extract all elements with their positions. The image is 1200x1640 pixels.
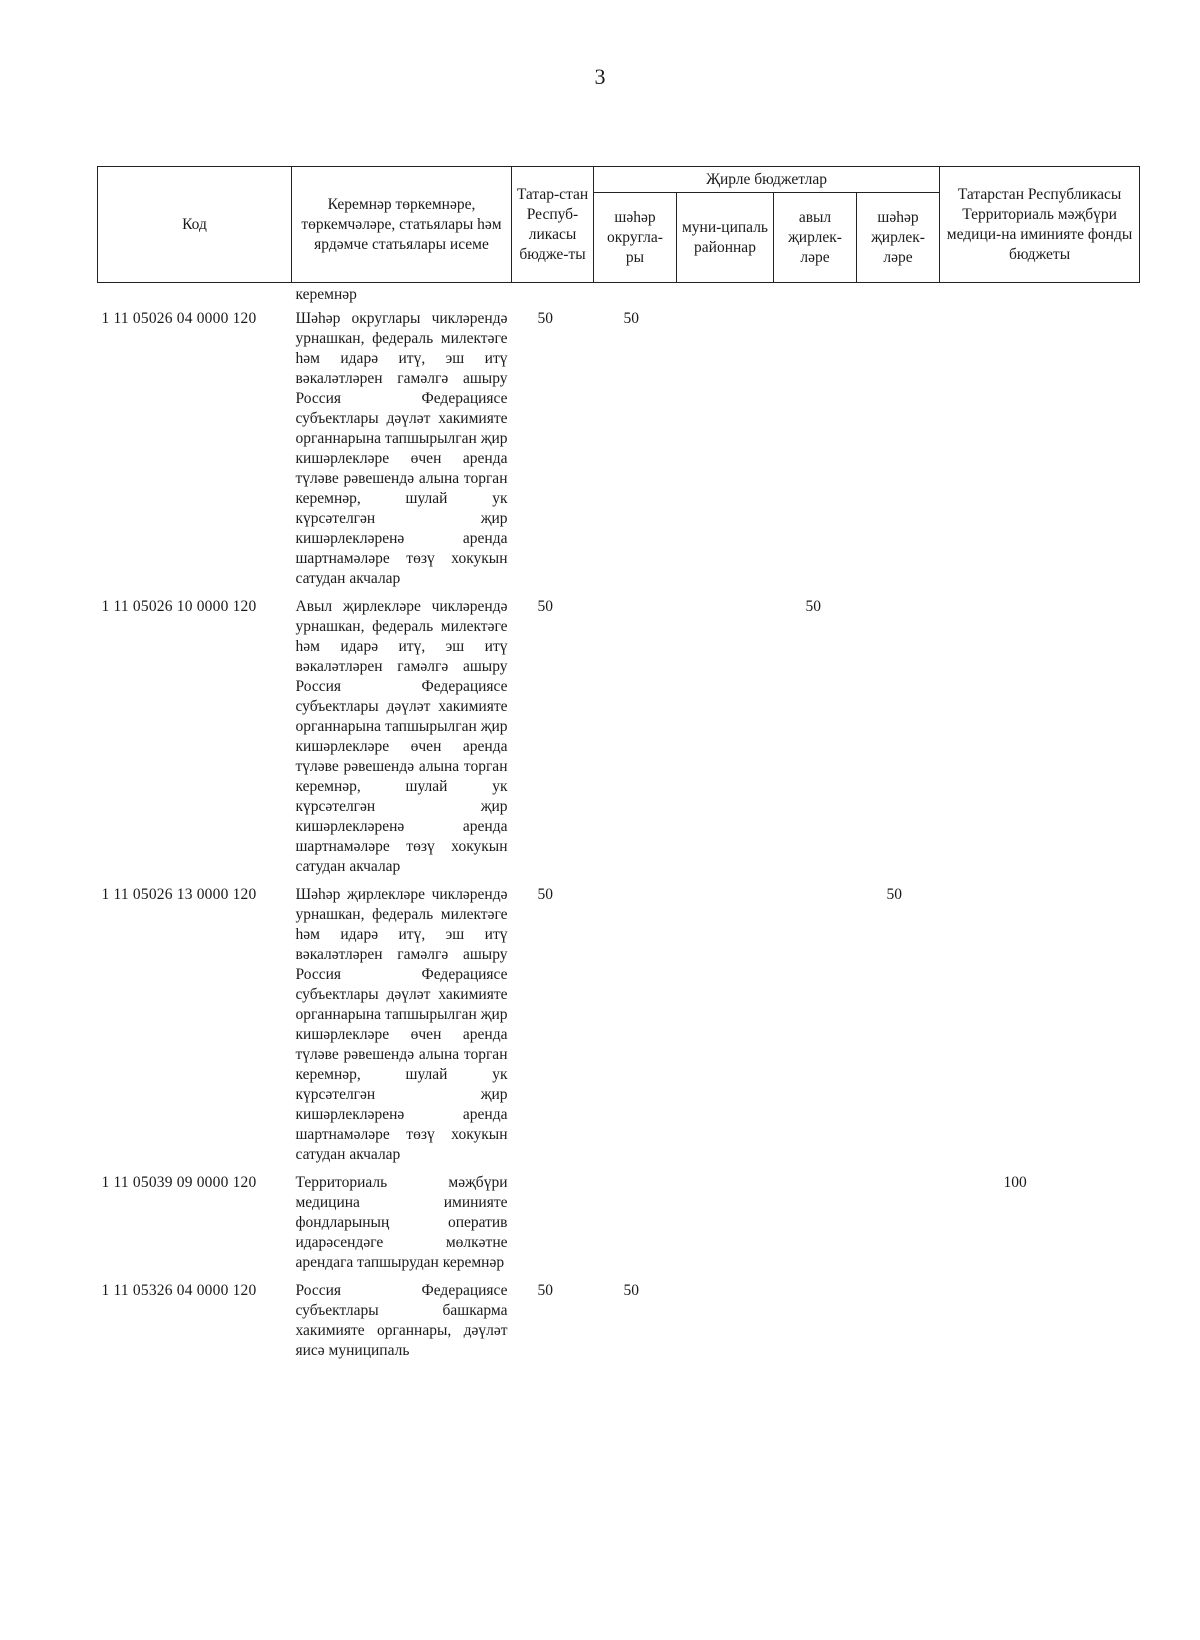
row-code: 1 11 05326 04 0000 120 [101,1282,257,1299]
header-fund-budget: Татарстан Республикасы Территориаль мәҗбүри медици-на иминияте фонды бюджеты [940,167,1140,283]
table-row [98,309,1140,597]
row-rural-share [774,309,857,597]
table-row [98,597,1140,885]
table-row [98,1281,1140,1369]
continuation-text: керемнәр [295,286,357,303]
row-rural-share: 50 [805,598,821,615]
row-city-districts-share [594,1173,677,1281]
row-republic-share: 50 [537,598,553,615]
row-code: 1 11 05039 09 0000 120 [101,1174,257,1191]
row-fund-share: 100 [1003,1174,1027,1191]
row-fund-share [940,309,1140,597]
row-municipal-share [677,597,774,885]
row-code: 1 11 05026 10 0000 120 [101,598,257,615]
row-urban-share [857,309,940,597]
row-code: 1 11 05026 04 0000 120 [101,310,257,327]
row-republic-share: 50 [537,886,553,903]
row-city-districts-share: 50 [623,1282,639,1299]
table-row [98,885,1140,1173]
row-name: Шәһәр округлары чикләрендә урнашкан, федераль милектәге һәм идарә итү, эш итү вәкаләтләрен гамәлгә ашыру Россия Федерациясе субъектлары дәүләт хакимияте органнарына тапшырылган җир кишәрлекләре өчен аренда түләве рәвешендә алына торган керемнәр, шулай ук күрсәтелгән җир кишәрлекләренә аренда шартнамәләре төзү хокукын сатудан акчалар [295,310,508,587]
table-row [98,1173,1140,1281]
row-fund-share [940,885,1140,1173]
row-fund-share [940,597,1140,885]
page-number: 3 [594,64,606,89]
table-row-continuation [98,283,1140,310]
row-urban-share [857,1173,940,1281]
row-municipal-share [677,1281,774,1369]
row-city-districts-share [594,885,677,1173]
row-code: 1 11 05026 13 0000 120 [101,886,257,903]
row-republic-share: 50 [537,1282,553,1299]
header-municipal-districts: муни-ципаль районнар [677,193,774,283]
row-name: Авыл җирлекләре чикләрендә урнашкан, федераль милектәге һәм идарә итү, эш итү вәкаләтләрен гамәлгә ашыру Россия Федерациясе субъектлары дәүләт хакимияте органнарына тапшырылган җир кишәрлекләре өчен аренда түләве рәвешендә алына торган керемнәр, шулай ук күрсәтелгән җир кишәрлекләренә аренда шартнамәләре төзү хокукын сатудан акчалар [295,598,508,875]
row-name: Шәһәр җирлекләре чикләрендә урнашкан, федераль милектәге һәм идарә итү, эш итү вәкаләтләрен гамәлгә ашыру Россия Федерациясе субъектлары дәүләт хакимияте органнарына тапшырылган җир кишәрлекләре өчен аренда түләве рәвешендә алына торган керемнәр, шулай ук күрсәтелгән җир кишәрлекләренә аренда шартнамәләре төзү хокукын сатудан акчалар [295,886,508,1163]
header-republic-budget: Татар-стан Респуб-ликасы бюдже-ты [512,167,594,283]
row-fund-share [940,1281,1140,1369]
row-municipal-share [677,1173,774,1281]
row-municipal-share [677,885,774,1173]
header-name: Керемнәр төркемнәре, төркемчәләре, статьялары һәм ярдәмче статьялары исеме [292,167,512,283]
row-name: Россия Федерациясе субъектлары башкарма хакимияте органнары, дәүләт яисә муниципаль [295,1282,508,1359]
header-urban-settlements: шәһәр җирлек-ләре [857,193,940,283]
row-city-districts-share: 50 [623,310,639,327]
row-rural-share [774,1281,857,1369]
row-urban-share [857,1281,940,1369]
row-rural-share [774,885,857,1173]
header-code: Код [98,167,292,283]
row-republic-share [512,1173,594,1281]
row-urban-share [857,597,940,885]
row-urban-share: 50 [886,886,902,903]
header-local-budgets: Җирле бюджетлар [594,167,940,193]
row-name: Территориаль мәҗбүри медицина иминияте фондларының оператив идарәсендәге мөлкәтне арендага тапшырудан керемнәр [295,1174,508,1271]
revenue-distribution-table [97,166,1140,1369]
row-rural-share [774,1173,857,1281]
header-city-districts: шәһәр округла-ры [594,193,677,283]
header-rural-settlements: авыл җирлек-ләре [774,193,857,283]
row-municipal-share [677,309,774,597]
row-city-districts-share [594,597,677,885]
row-republic-share: 50 [537,310,553,327]
